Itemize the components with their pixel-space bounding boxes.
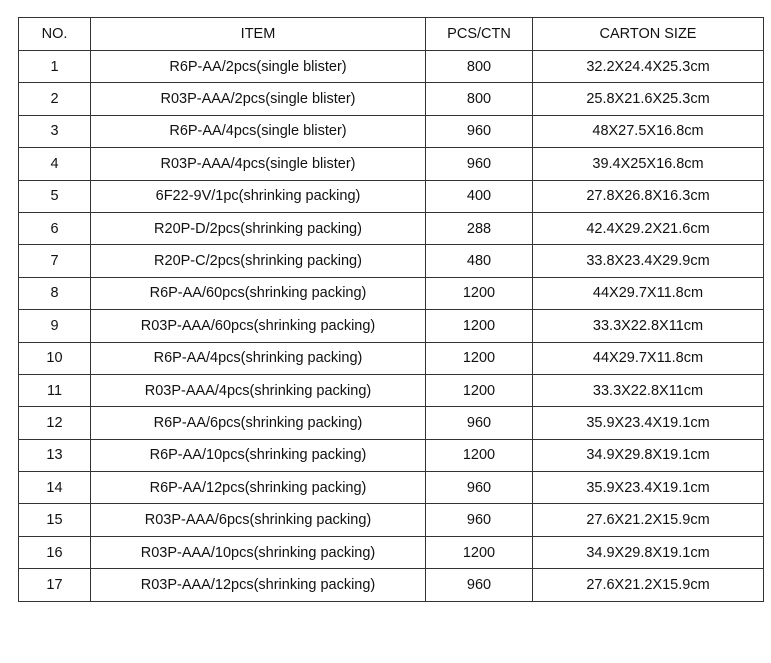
cell-item: R6P-AA/4pcs(single blister) bbox=[91, 115, 426, 147]
cell-item: 6F22-9V/1pc(shrinking packing) bbox=[91, 180, 426, 212]
cell-pcs-per-carton: 1200 bbox=[426, 536, 533, 568]
cell-no: 2 bbox=[19, 83, 91, 115]
cell-pcs-per-carton: 960 bbox=[426, 472, 533, 504]
cell-pcs-per-carton: 1200 bbox=[426, 277, 533, 309]
cell-pcs-per-carton: 1200 bbox=[426, 374, 533, 406]
cell-pcs-per-carton: 960 bbox=[426, 569, 533, 601]
table-row bbox=[19, 115, 764, 147]
cell-item: R20P-D/2pcs(shrinking packing) bbox=[91, 212, 426, 244]
table-row bbox=[19, 407, 764, 439]
cell-carton-size: 34.9X29.8X19.1cm bbox=[533, 439, 764, 471]
table-row bbox=[19, 536, 764, 568]
table-row bbox=[19, 342, 764, 374]
cell-carton-size: 32.2X24.4X25.3cm bbox=[533, 51, 764, 83]
cell-pcs-per-carton: 960 bbox=[426, 504, 533, 536]
cell-carton-size: 39.4X25X16.8cm bbox=[533, 148, 764, 180]
cell-item: R6P-AA/4pcs(shrinking packing) bbox=[91, 342, 426, 374]
cell-item: R03P-AAA/10pcs(shrinking packing) bbox=[91, 536, 426, 568]
cell-no: 10 bbox=[19, 342, 91, 374]
cell-item: R6P-AA/2pcs(single blister) bbox=[91, 51, 426, 83]
table-row bbox=[19, 310, 764, 342]
cell-carton-size: 25.8X21.6X25.3cm bbox=[533, 83, 764, 115]
table-row bbox=[19, 51, 764, 83]
cell-carton-size: 44X29.7X11.8cm bbox=[533, 342, 764, 374]
cell-pcs-per-carton: 800 bbox=[426, 83, 533, 115]
cell-pcs-per-carton: 800 bbox=[426, 51, 533, 83]
cell-carton-size: 44X29.7X11.8cm bbox=[533, 277, 764, 309]
packing-table bbox=[18, 17, 764, 602]
cell-pcs-per-carton: 960 bbox=[426, 115, 533, 147]
table-row bbox=[19, 472, 764, 504]
cell-no: 9 bbox=[19, 310, 91, 342]
cell-no: 13 bbox=[19, 439, 91, 471]
cell-pcs-per-carton: 1200 bbox=[426, 439, 533, 471]
cell-no: 12 bbox=[19, 407, 91, 439]
table-row bbox=[19, 439, 764, 471]
table-row bbox=[19, 504, 764, 536]
cell-item: R03P-AAA/6pcs(shrinking packing) bbox=[91, 504, 426, 536]
cell-carton-size: 33.3X22.8X11cm bbox=[533, 310, 764, 342]
cell-no: 6 bbox=[19, 212, 91, 244]
cell-no: 14 bbox=[19, 472, 91, 504]
cell-item: R03P-AAA/12pcs(shrinking packing) bbox=[91, 569, 426, 601]
cell-pcs-per-carton: 400 bbox=[426, 180, 533, 212]
table-row bbox=[19, 180, 764, 212]
cell-pcs-per-carton: 1200 bbox=[426, 342, 533, 374]
cell-item: R6P-AA/10pcs(shrinking packing) bbox=[91, 439, 426, 471]
table-row bbox=[19, 148, 764, 180]
cell-carton-size: 33.3X22.8X11cm bbox=[533, 374, 764, 406]
cell-pcs-per-carton: 288 bbox=[426, 212, 533, 244]
cell-carton-size: 35.9X23.4X19.1cm bbox=[533, 407, 764, 439]
cell-pcs-per-carton: 480 bbox=[426, 245, 533, 277]
table-body bbox=[19, 51, 764, 602]
cell-no: 15 bbox=[19, 504, 91, 536]
cell-no: 11 bbox=[19, 374, 91, 406]
column-header-carton-size: CARTON SIZE bbox=[533, 18, 764, 51]
table-row bbox=[19, 83, 764, 115]
cell-carton-size: 34.9X29.8X19.1cm bbox=[533, 536, 764, 568]
cell-item: R20P-C/2pcs(shrinking packing) bbox=[91, 245, 426, 277]
cell-item: R6P-AA/12pcs(shrinking packing) bbox=[91, 472, 426, 504]
cell-no: 5 bbox=[19, 180, 91, 212]
table-row bbox=[19, 245, 764, 277]
column-header-pcs-per-carton: PCS/CTN bbox=[426, 18, 533, 51]
cell-carton-size: 27.6X21.2X15.9cm bbox=[533, 569, 764, 601]
cell-carton-size: 33.8X23.4X29.9cm bbox=[533, 245, 764, 277]
cell-item: R03P-AAA/4pcs(single blister) bbox=[91, 148, 426, 180]
cell-carton-size: 42.4X29.2X21.6cm bbox=[533, 212, 764, 244]
cell-pcs-per-carton: 960 bbox=[426, 407, 533, 439]
cell-no: 8 bbox=[19, 277, 91, 309]
column-header-item: ITEM bbox=[91, 18, 426, 51]
cell-item: R6P-AA/6pcs(shrinking packing) bbox=[91, 407, 426, 439]
cell-no: 16 bbox=[19, 536, 91, 568]
table-row bbox=[19, 569, 764, 601]
cell-no: 17 bbox=[19, 569, 91, 601]
table-row bbox=[19, 212, 764, 244]
column-header-no: NO. bbox=[19, 18, 91, 51]
cell-item: R6P-AA/60pcs(shrinking packing) bbox=[91, 277, 426, 309]
cell-item: R03P-AAA/2pcs(single blister) bbox=[91, 83, 426, 115]
table-header bbox=[19, 18, 764, 51]
cell-carton-size: 35.9X23.4X19.1cm bbox=[533, 472, 764, 504]
header-row bbox=[19, 18, 764, 51]
cell-pcs-per-carton: 960 bbox=[426, 148, 533, 180]
cell-no: 3 bbox=[19, 115, 91, 147]
table-row bbox=[19, 277, 764, 309]
cell-item: R03P-AAA/60pcs(shrinking packing) bbox=[91, 310, 426, 342]
cell-no: 1 bbox=[19, 51, 91, 83]
cell-no: 7 bbox=[19, 245, 91, 277]
cell-carton-size: 48X27.5X16.8cm bbox=[533, 115, 764, 147]
packing-table-container bbox=[18, 17, 764, 602]
cell-carton-size: 27.6X21.2X15.9cm bbox=[533, 504, 764, 536]
cell-carton-size: 27.8X26.8X16.3cm bbox=[533, 180, 764, 212]
table-row bbox=[19, 374, 764, 406]
cell-item: R03P-AAA/4pcs(shrinking packing) bbox=[91, 374, 426, 406]
cell-pcs-per-carton: 1200 bbox=[426, 310, 533, 342]
cell-no: 4 bbox=[19, 148, 91, 180]
